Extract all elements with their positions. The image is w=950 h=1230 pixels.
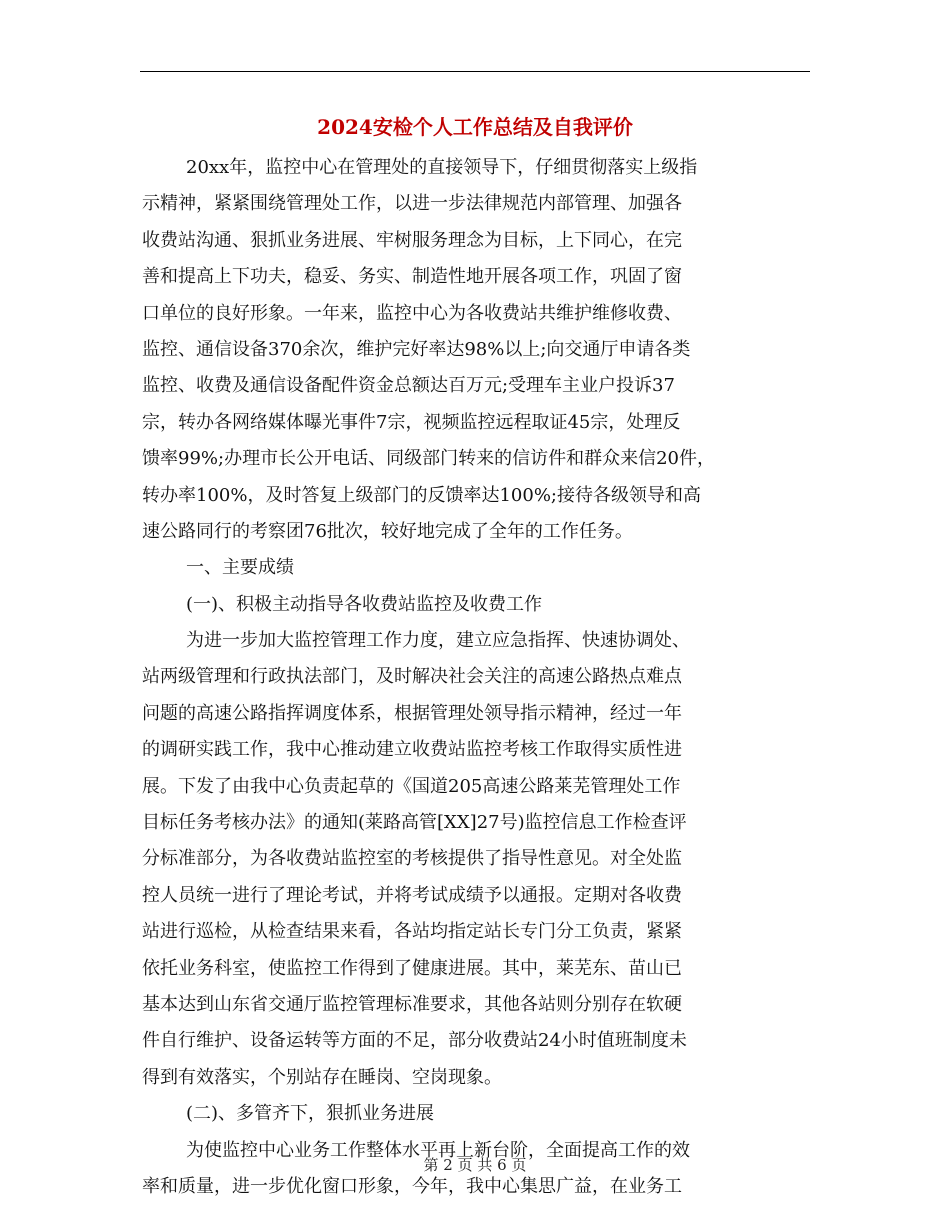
subsection-heading: (一)、积极主动指导各收费站监控及收费工作	[186, 593, 543, 615]
paragraph-line: 口单位的良好形象。一年来，监控中心为各收费站共维护维修收费、	[142, 302, 682, 324]
paragraph-line: 件自行维护、设备运转等方面的不足，部分收费站24小时值班制度未	[142, 1030, 687, 1052]
paragraph-line: 率和质量，进一步优化窗口形象，今年，我中心集思广益，在业务工	[142, 1175, 682, 1197]
paragraph-line: 宗，转办各网络媒体曝光事件7宗，视频监控远程取证45宗，处理反	[142, 411, 681, 433]
page-number: 第 2 页 共 6 页	[423, 1156, 527, 1174]
paragraph-line: 馈率99%;办理市长公开电话、同级部门转来的信访件和群众来信20件，	[142, 448, 715, 470]
paragraph-line: 站两级管理和行政执法部门，及时解决社会关注的高速公路热点难点	[142, 666, 682, 688]
paragraph-line: 转办率100%，及时答复上级部门的反馈率达100%;接待各级领导和高	[142, 484, 701, 506]
document-body	[142, 150, 810, 1205]
section-heading: 一、主要成绩	[186, 557, 294, 579]
paragraph-line: 问题的高速公路指挥调度体系，根据管理处领导指示精神，经过一年	[142, 702, 682, 724]
paragraph-line: 20xx年，监控中心在管理处的直接领导下，仔细贯彻落实上级指	[186, 157, 698, 178]
paragraph-line: 收费站沟通、狠抓业务进展、牢树服务理念为目标，上下同心，在完	[142, 229, 682, 251]
paragraph-line: 控人员统一进行了理论考试，并将考试成绩予以通报。定期对各收费	[142, 884, 682, 906]
paragraph-line: 分标准部分，为各收费站监控室的考核提供了指导性意见。对全处监	[142, 848, 682, 870]
subsection-heading: (二)、多管齐下，狠抓业务进展	[186, 1103, 435, 1125]
paragraph-line: 得到有效落实，个别站存在睡岗、空岗现象。	[142, 1066, 502, 1088]
paragraph-line: 善和提高上下功夫，稳妥、务实、制造性地开展各项工作，巩固了窗	[142, 266, 682, 288]
document-title: 2024安检个人工作总结及自我评价	[317, 115, 633, 139]
paragraph-line: 的调研实践工作，我中心推动建立收费站监控考核工作取得实质性进	[142, 739, 682, 761]
paragraph-line: 为进一步加大监控管理工作力度，建立应急指挥、快速协调处、	[186, 630, 690, 652]
paragraph-line: 展。下发了由我中心负责起草的《国道205高速公路莱芜管理处工作	[142, 775, 681, 797]
paragraph-line: 为使监控中心业务工作整体水平再上新台阶，全面提高工作的效	[186, 1139, 690, 1161]
paragraph-line: 速公路同行的考察团76批次，较好地完成了全年的工作任务。	[142, 520, 633, 542]
header-rule	[140, 71, 810, 72]
paragraph-line: 监控、通信设备370余次，维护完好率达98%以上;向交通厅申请各类	[142, 338, 691, 360]
paragraph-line: 监控、收费及通信设备配件资金总额达百万元;受理车主业户投诉37	[142, 375, 675, 397]
paragraph-line: 依托业务科室，使监控工作得到了健康进展。其中，莱芜东、苗山已	[142, 957, 682, 979]
paragraph-line: 目标任务考核办法》的通知(莱路高管[XX]27号)监控信息工作检查评	[142, 812, 687, 834]
paragraph-line: 示精神，紧紧围绕管理处工作，以进一步法律规范内部管理、加强各	[142, 193, 682, 215]
paragraph-line: 站进行巡检，从检查结果来看，各站均指定站长专门分工负责，紧紧	[142, 921, 682, 943]
paragraph-line: 基本达到山东省交通厅监控管理标准要求，其他各站则分别存在软硬	[142, 993, 682, 1015]
